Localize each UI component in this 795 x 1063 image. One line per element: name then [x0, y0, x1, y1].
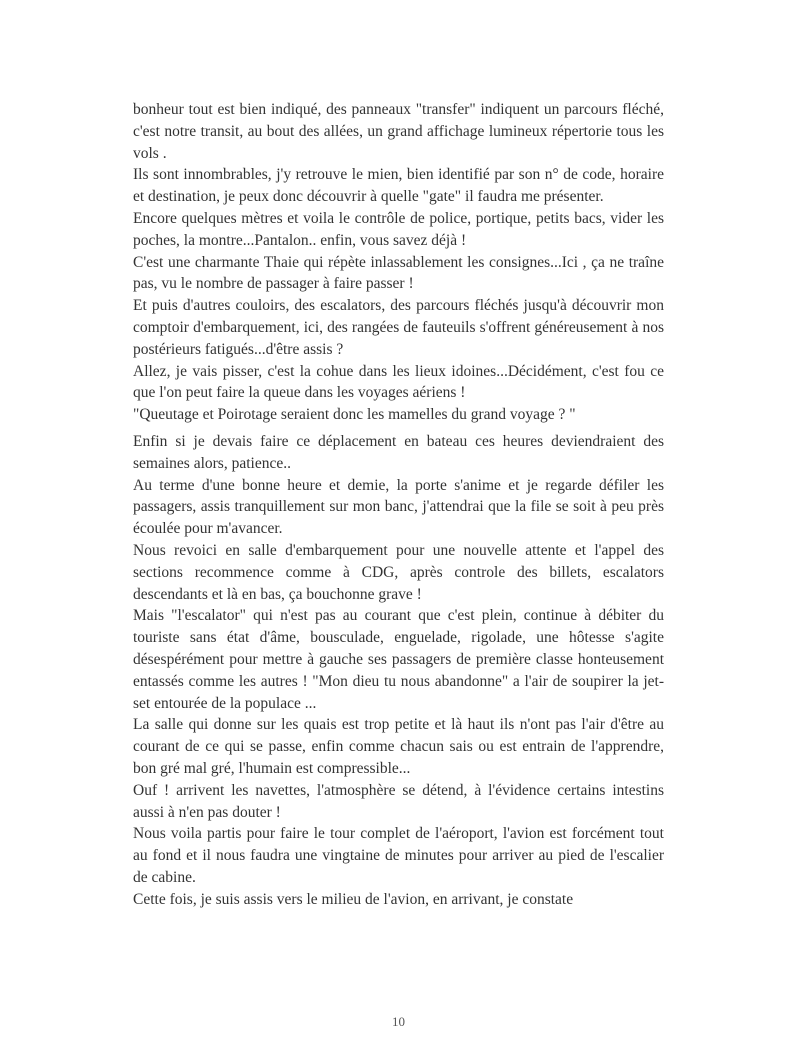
paragraph: Ouf ! arrivent les navettes, l'atmosphère se détend, à l'évidence certains intestins aussi à n'en pas douter ! — [133, 781, 664, 821]
paragraph: Allez, je vais pisser, c'est la cohue dans les lieux idoines...Décidément, c'est fou ce que l'on peut faire la queue dans les voyages aériens ! — [133, 362, 664, 402]
page-number: 10 — [392, 1014, 405, 1029]
paragraph: Et puis d'autres couloirs, des escalators, des parcours fléchés jusqu'à découvrir mon comptoir d'embarquement, ici, des rangées de fauteuils s'offrent généreusement à nos postérieurs fatigués...d'être assis ? — [133, 297, 664, 358]
text-block — [133, 99, 664, 910]
paragraph: Encore quelques mètres et voila le contrôle de police, portique, petits bacs, vider les poches, la montre...Pantalon.. enfin, vous savez déjà ! — [133, 209, 664, 249]
paragraph: Au terme d'une bonne heure et demie, la porte s'anime et je regarde défiler les passagers, assis tranquillement sur mon banc, j'attendrai que la file se soit à peu près écoulée pour m'avancer. — [133, 476, 664, 538]
paragraph: Nous revoici en salle d'embarquement pour une nouvelle attente et l'appel des sections recommence comme à CDG, après controle des billets, escalators descendants et là en bas, ça bouchonne grave ! — [133, 541, 664, 603]
paragraph: "Queutage et Poirotage seraient donc les mamelles du grand voyage ? " — [133, 406, 576, 424]
paragraph: Nous voila partis pour faire le tour complet de l'aéroport, l'avion est forcément tout au fond et il nous faudra une vingtaine de minutes pour arriver au pied de l'escalier de cabine. — [133, 825, 664, 886]
paragraph: C'est une charmante Thaie qui répète inlassablement les consignes...Ici , ça ne traîne pas, vu le nombre de passager à faire passer ! — [133, 253, 664, 293]
paragraph: bonheur tout est bien indiqué, des panneaux "transfer" indiquent un parcours fléché, c'est notre transit, au bout des allées, un grand affichage lumineux répertorie tous les vols . — [133, 101, 664, 162]
paragraph: Cette fois, je suis assis vers le milieu de l'avion, en arrivant, je constate — [133, 890, 574, 908]
paragraph: Ils sont innombrables, j'y retrouve le mien, bien identifié par son n° de code, horaire et destination, je peux donc découvrir à quelle "gate" il faudra me présenter. — [133, 166, 664, 206]
paragraph: Enfin si je devais faire ce déplacement en bateau ces heures deviendraient des semaines alors, patience.. — [133, 432, 664, 472]
paragraph: La salle qui donne sur les quais est trop petite et là haut ils n'ont pas l'air d'être au courant de ce qui se passe, enfin comme chacun sais ou est entrain de l'apprendre, bon gré mal gré, l'humain est compressible... — [133, 716, 664, 777]
paragraph: Mais "l'escalator" qui n'est pas au courant que c'est plein, continue à débiter du touriste sans état d'âme, bousculade, enguelade, rigolade, une hôtesse s'agite désespérément pour mettre à gauche ses passagers de première classe honteusement entassés comme les autres ! "Mon dieu tu nous abandonne" a l'air de soupirer la jet-set entourée de la populace ... — [133, 607, 664, 712]
